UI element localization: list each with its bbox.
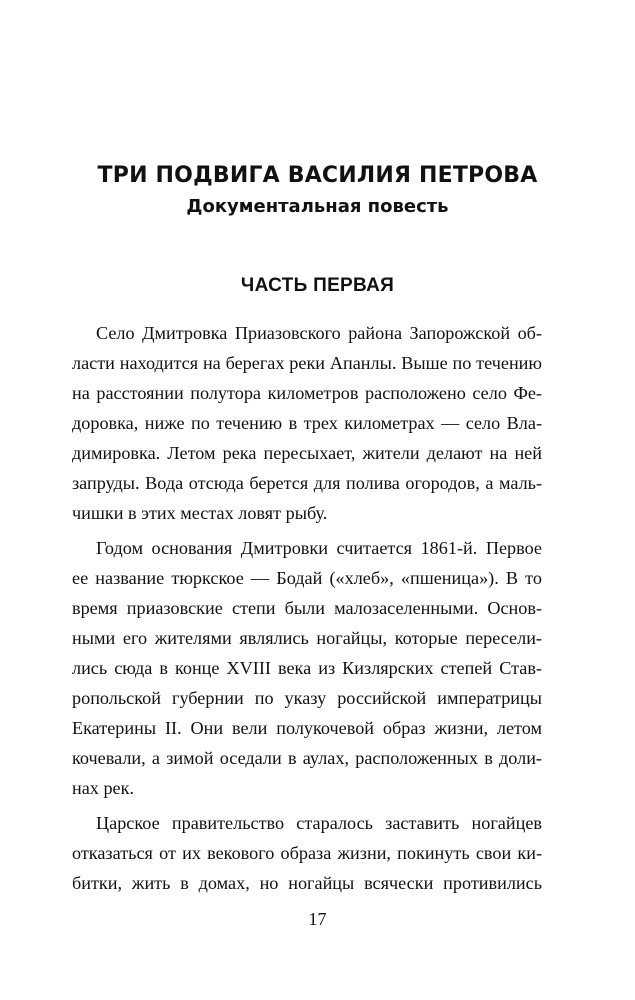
text-line: Екатерины II. Они вели полукочевой образ жизни, летом <box>72 718 542 738</box>
part-heading: ЧАСТЬ ПЕРВАЯ <box>240 275 395 296</box>
text-line: нах рек. <box>72 778 134 798</box>
text-line: ропольской губернии по указу российской императрицы <box>72 688 542 708</box>
text-line: лись сюда в конце XVIII века из Кизлярских степей Став- <box>72 658 542 678</box>
paragraph-1 <box>72 318 542 528</box>
text-line: Годом основания Дмитровки считается 1861-й. Первое <box>96 538 542 558</box>
text-line: запруды. Вода отсюда берется для полива огородов, а маль- <box>72 473 542 493</box>
page-number: 17 <box>308 909 327 929</box>
paragraph-3 <box>72 808 542 898</box>
paragraph-2 <box>72 533 542 803</box>
text-line: доровка, ниже по течению в трех километрах — село Вла- <box>72 413 542 433</box>
text-line: димировка. Летом река пересыхает, жители делают на ней <box>72 443 542 463</box>
text-line: ласти находится на берегах реки Апанлы. Выше по течению <box>72 353 542 373</box>
body-text <box>72 318 542 898</box>
text-line: Село Дмитровка Приазовского района Запорожской об- <box>96 323 542 343</box>
text-line: отказаться от их векового образа жизни, покинуть свои ки- <box>72 843 542 863</box>
text-line: битки, жить в домах, но ногайцы всячески противились <box>72 873 542 893</box>
text-line: время приазовские степи были малозаселенными. Основ- <box>72 598 542 618</box>
book-title: ТРИ ПОДВИГА ВАСИЛИЯ ПЕТРОВА <box>97 163 538 188</box>
text-line: ее название тюркское — Бодай («хлеб», «пшеница»). В то <box>72 568 542 588</box>
text-line: Царское правительство старалось заставить ногайцев <box>96 813 542 833</box>
text-line: чишки в этих местах ловят рыбу. <box>72 503 328 523</box>
text-line: кочевали, а зимой оседали в аулах, расположенных в доли- <box>72 748 542 768</box>
text-line: ными его жителями являлись ногайцы, которые пересели- <box>72 628 542 648</box>
book-subtitle: Документальная повесть <box>186 196 449 217</box>
text-line: на расстоянии полутора километров расположено село Фе- <box>72 383 542 403</box>
